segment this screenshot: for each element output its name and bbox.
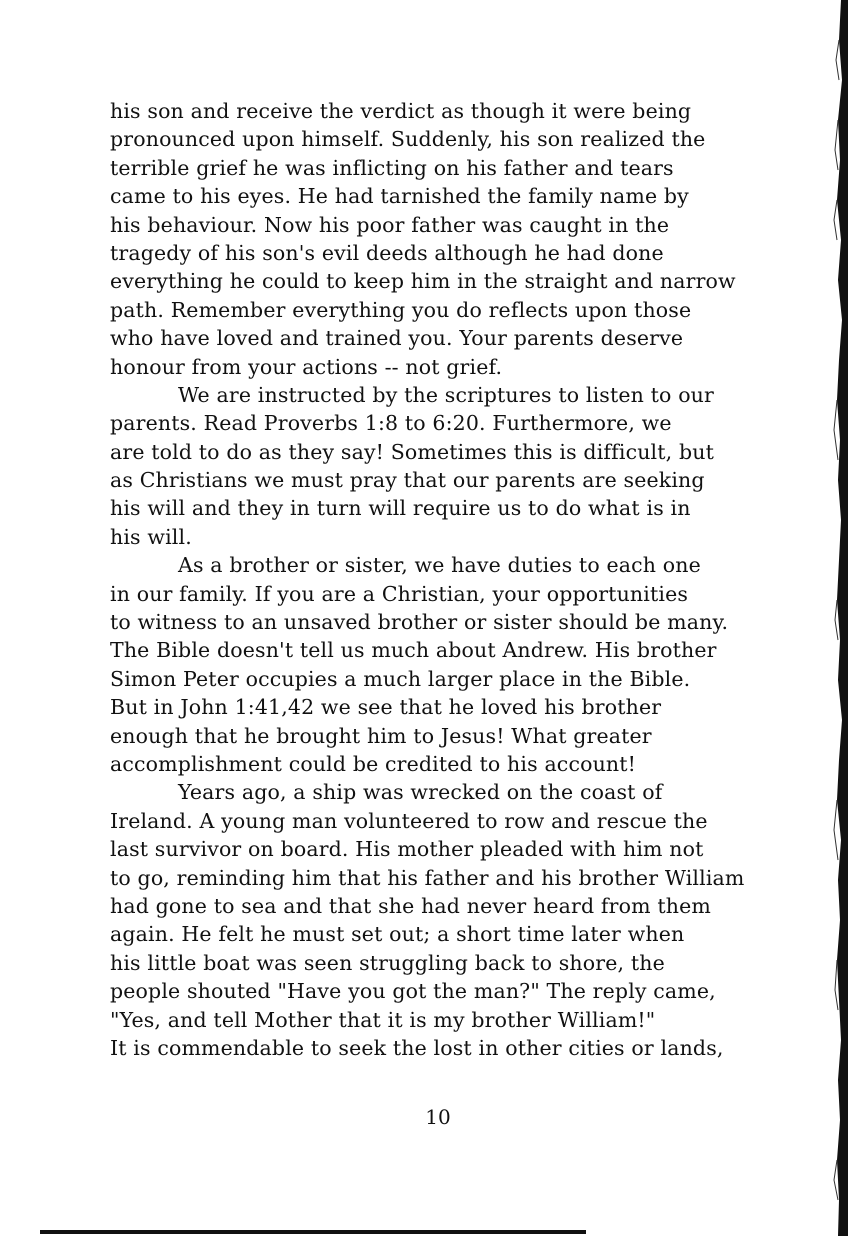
text-line: accomplishment could be credited to his account!	[110, 751, 637, 776]
text-line: enough that he brought him to Jesus! What greater	[110, 723, 652, 748]
text-line: terrible grief he was inflicting on his father and tears	[110, 155, 674, 180]
text-line: path. Remember everything you do reflects upon those	[110, 297, 692, 322]
bottom-rule	[40, 1230, 586, 1234]
text-line: "Yes, and tell Mother that it is my brother William!"	[110, 1007, 656, 1032]
text-line: We are instructed by the scriptures to listen to our	[178, 382, 714, 407]
text-line: honour from your actions -- not grief.	[110, 354, 503, 379]
text-line: everything he could to keep him in the straight and narrow	[110, 269, 736, 294]
text-line: are told to do as they say! Sometimes this is difficult, but	[110, 439, 715, 464]
text-line: in our family. If you are a Christian, your opportunities	[110, 581, 689, 606]
text-line: his son and receive the verdict as though it were being	[110, 99, 692, 123]
text-line: his will.	[110, 524, 192, 549]
text-line: came to his eyes. He had tarnished the family name by	[110, 184, 689, 209]
text-line: his behaviour. Now his poor father was caught in the	[110, 212, 670, 237]
text-line: to go, reminding him that his father and his brother William	[110, 865, 745, 890]
text-line: who have loved and trained you. Your parents deserve	[110, 326, 684, 351]
text-line: Years ago, a ship was wrecked on the coast of	[178, 780, 663, 805]
scan-edge-shadow	[826, 0, 848, 1236]
text-line: last survivor on board. His mother pleaded with him not	[110, 837, 704, 862]
text-line: Ireland. A young man volunteered to row and rescue the	[110, 808, 708, 833]
text-line: his little boat was seen struggling back to shore, the	[110, 950, 665, 975]
page-number: 10	[425, 1105, 451, 1129]
text-line: parents. Read Proverbs 1:8 to 6:20. Furthermore, we	[110, 411, 672, 436]
text-line: people shouted "Have you got the man?" The reply came,	[110, 979, 716, 1004]
text-line: again. He felt he must set out; a short time later when	[110, 922, 685, 947]
text-line: But in John 1:41,42 we see that he loved his brother	[110, 695, 662, 720]
text-line: his will and they in turn will require us to do what is in	[110, 496, 691, 521]
body-text	[110, 97, 810, 1062]
text-line: As a brother or sister, we have duties to each one	[178, 553, 701, 578]
text-line: Simon Peter occupies a much larger place in the Bible.	[110, 666, 691, 691]
text-line: pronounced upon himself. Suddenly, his son realized the	[110, 127, 706, 152]
text-line: It is commendable to seek the lost in other cities or lands,	[110, 1035, 724, 1060]
text-line: had gone to sea and that she had never heard from them	[110, 893, 711, 918]
text-line: as Christians we must pray that our parents are seeking	[110, 468, 705, 493]
text-line: tragedy of his son's evil deeds although he had done	[110, 240, 664, 265]
text-line: to witness to an unsaved brother or sister should be many.	[110, 610, 729, 635]
text-line: The Bible doesn't tell us much about Andrew. His brother	[110, 638, 717, 663]
